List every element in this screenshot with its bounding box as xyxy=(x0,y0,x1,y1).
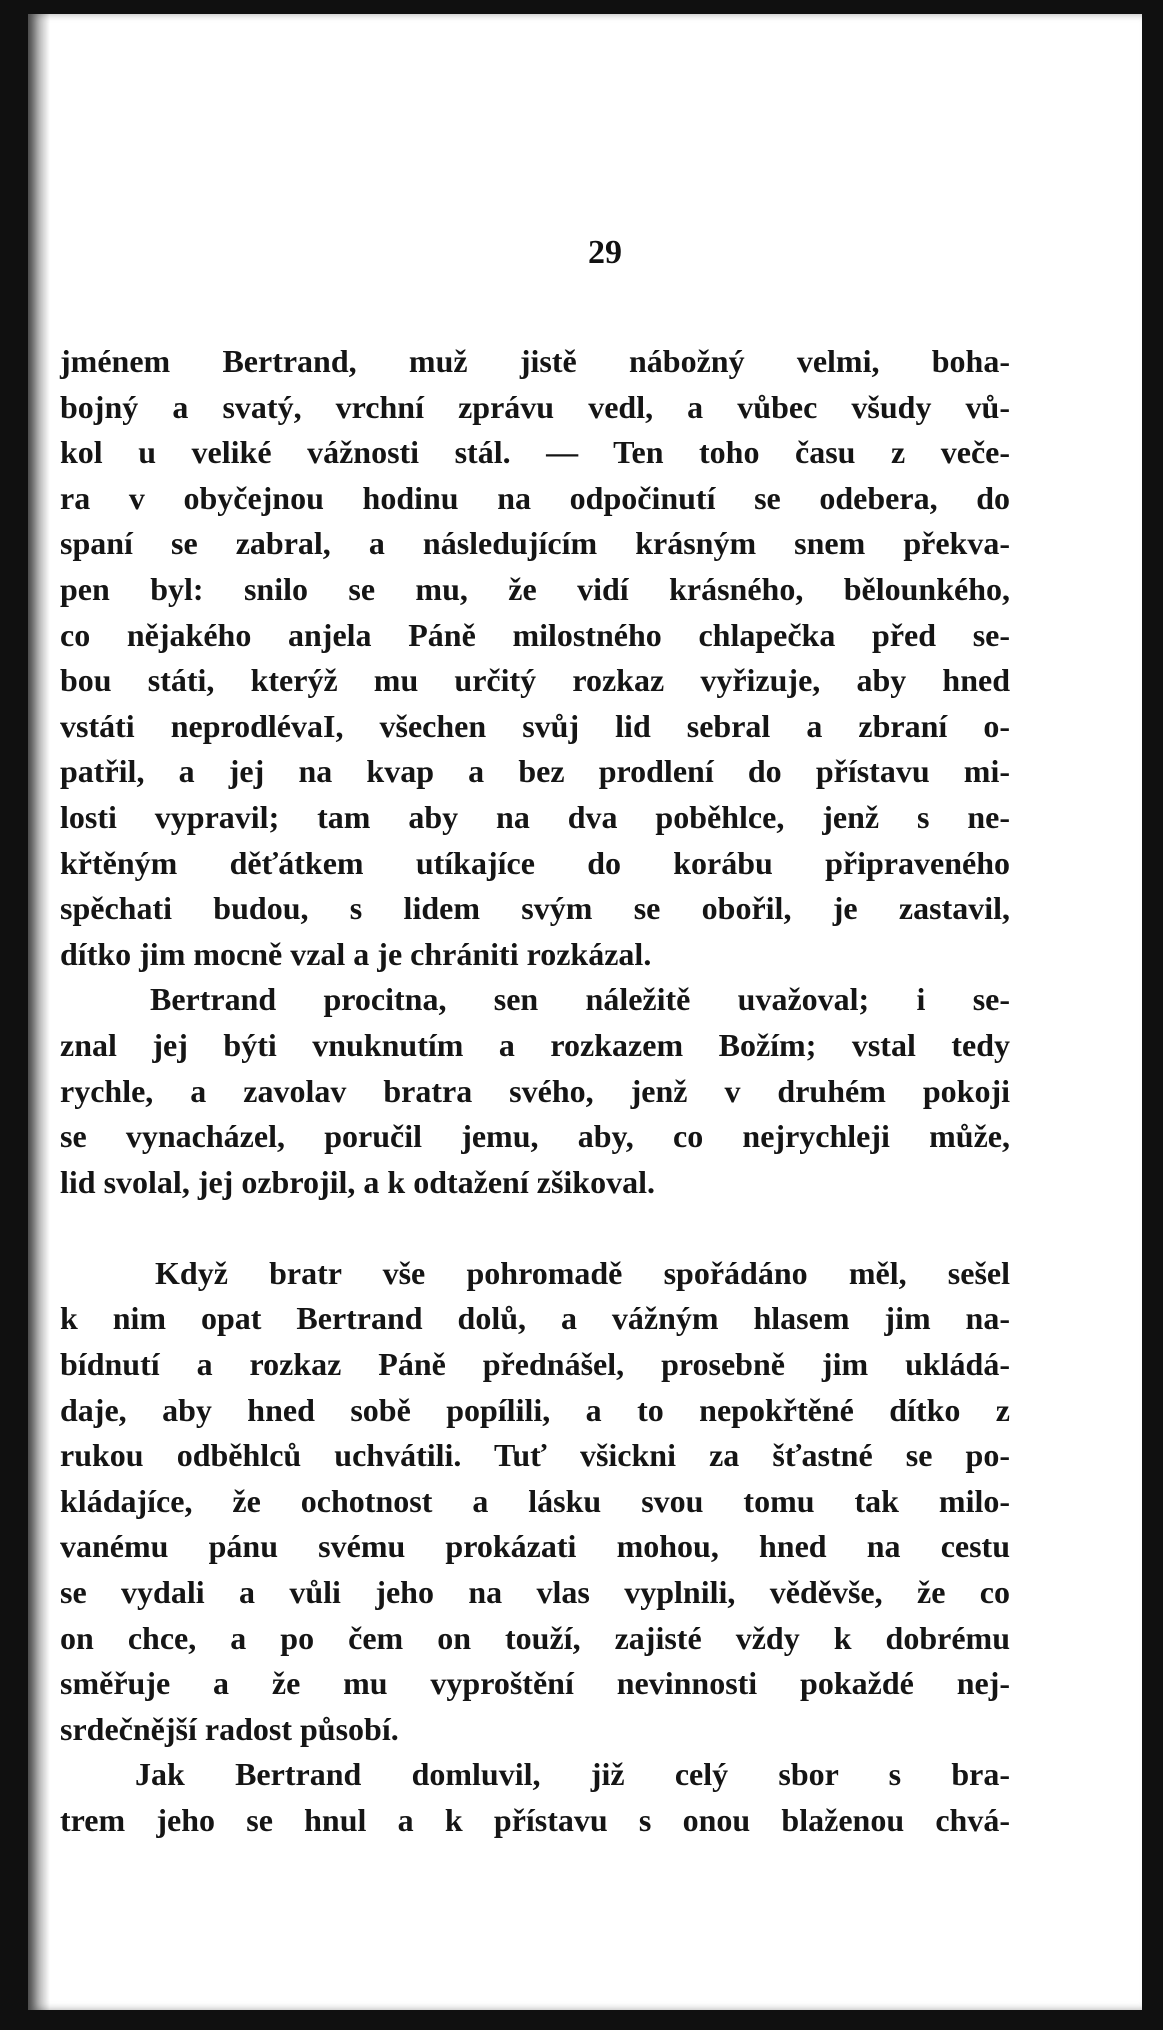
text-line: Bertrand procitna, sen náležitě uvažoval; i se- xyxy=(150,981,1010,1018)
text-line: se vydali a vůli jeho na vlas vyplnili, věděvše, že co xyxy=(60,1574,1010,1611)
text-line: k nim opat Bertrand dolů, a vážným hlasem jim na- xyxy=(60,1300,1010,1337)
text-line: bojný a svatý, vrchní zprávu vedl, a vůbec všudy vů- xyxy=(60,388,1010,425)
binding-shadow xyxy=(28,14,50,2010)
text-line: se vynacházel, poručil jemu, aby, co nejrychleji může, xyxy=(60,1118,1010,1155)
text-line: dítko jim mocně vzal a je chrániti rozkázal. xyxy=(60,935,652,972)
text-line: losti vypravil; tam aby na dva poběhlce, jenž s ne- xyxy=(60,798,1010,835)
text-line xyxy=(60,1205,1010,1251)
text-line: rychle, a zavolav bratra svého, jenž v druhém pokoji xyxy=(60,1072,1010,1109)
text-line: pen byl: snilo se mu, že vidí krásného, bělounkého, xyxy=(60,570,1010,607)
text-line: ra v obyčejnou hodinu na odpočinutí se odebera, do xyxy=(60,479,1010,516)
text-line: kládajíce, že ochotnost a lásku svou tomu tak milo- xyxy=(60,1482,1010,1519)
text-line: spěchati budou, s lidem svým se obořil, je zastavil, xyxy=(60,890,1010,927)
text-line: Když bratr vše pohromadě spořádáno měl, sešel xyxy=(155,1254,1010,1291)
text-line: trem jeho se hnul a k přístavu s onou blaženou chvá- xyxy=(60,1802,1010,1838)
book-page xyxy=(28,14,1142,2010)
text-line: daje, aby hned sobě popílili, a to nepokřtěné dítko z xyxy=(60,1391,1010,1428)
text-line: křtěným děťátkem utíkajíce do korábu připraveného xyxy=(60,844,1010,881)
text-line: směřuje a že mu vyproštění nevinnosti pokaždé nej- xyxy=(60,1665,1010,1702)
text-line: Jak Bertrand domluvil, již celý sbor s bra- xyxy=(135,1756,1010,1793)
page-number: 29 xyxy=(588,234,622,271)
text-line: spaní se zabral, a následujícím krásným snem překva- xyxy=(60,525,1010,562)
text-line: srdečnější radost působí. xyxy=(60,1710,399,1747)
text-line: on chce, a po čem on touží, zajisté vždy k dobrému xyxy=(60,1619,1010,1656)
text-line: patřil, a jej na kvap a bez prodlení do přístavu mi- xyxy=(60,753,1010,790)
text-line: co nějakého anjela Páně milostného chlapečka před se- xyxy=(60,616,1010,653)
text-line: kol u veliké vážnosti stál. — Ten toho času z veče- xyxy=(60,434,1010,471)
text-line: vstáti neprodlévaI, všechen svůj lid sebral a zbraní o- xyxy=(60,707,1010,744)
text-line: bídnutí a rozkaz Páně přednášel, prosebně jim ukládá- xyxy=(60,1346,1010,1383)
text-line: jménem Bertrand, muž jistě nábožný velmi, boha- xyxy=(60,343,1010,379)
text-line: bou státi, kterýž mu určitý rozkaz vyřizuje, aby hned xyxy=(60,662,1010,699)
body-text xyxy=(60,339,1010,1844)
text-line: lid svolal, jej ozbrojil, a k odtažení zšikoval. xyxy=(60,1163,655,1200)
text-line: rukou odběhlců uchvátili. Tuť všickni za šťastné se po- xyxy=(60,1437,1010,1474)
text-line: znal jej býti vnuknutím a rozkazem Božím; vstal tedy xyxy=(60,1026,1010,1063)
text-line: vanému pánu svému prokázati mohou, hned na cestu xyxy=(60,1528,1010,1565)
